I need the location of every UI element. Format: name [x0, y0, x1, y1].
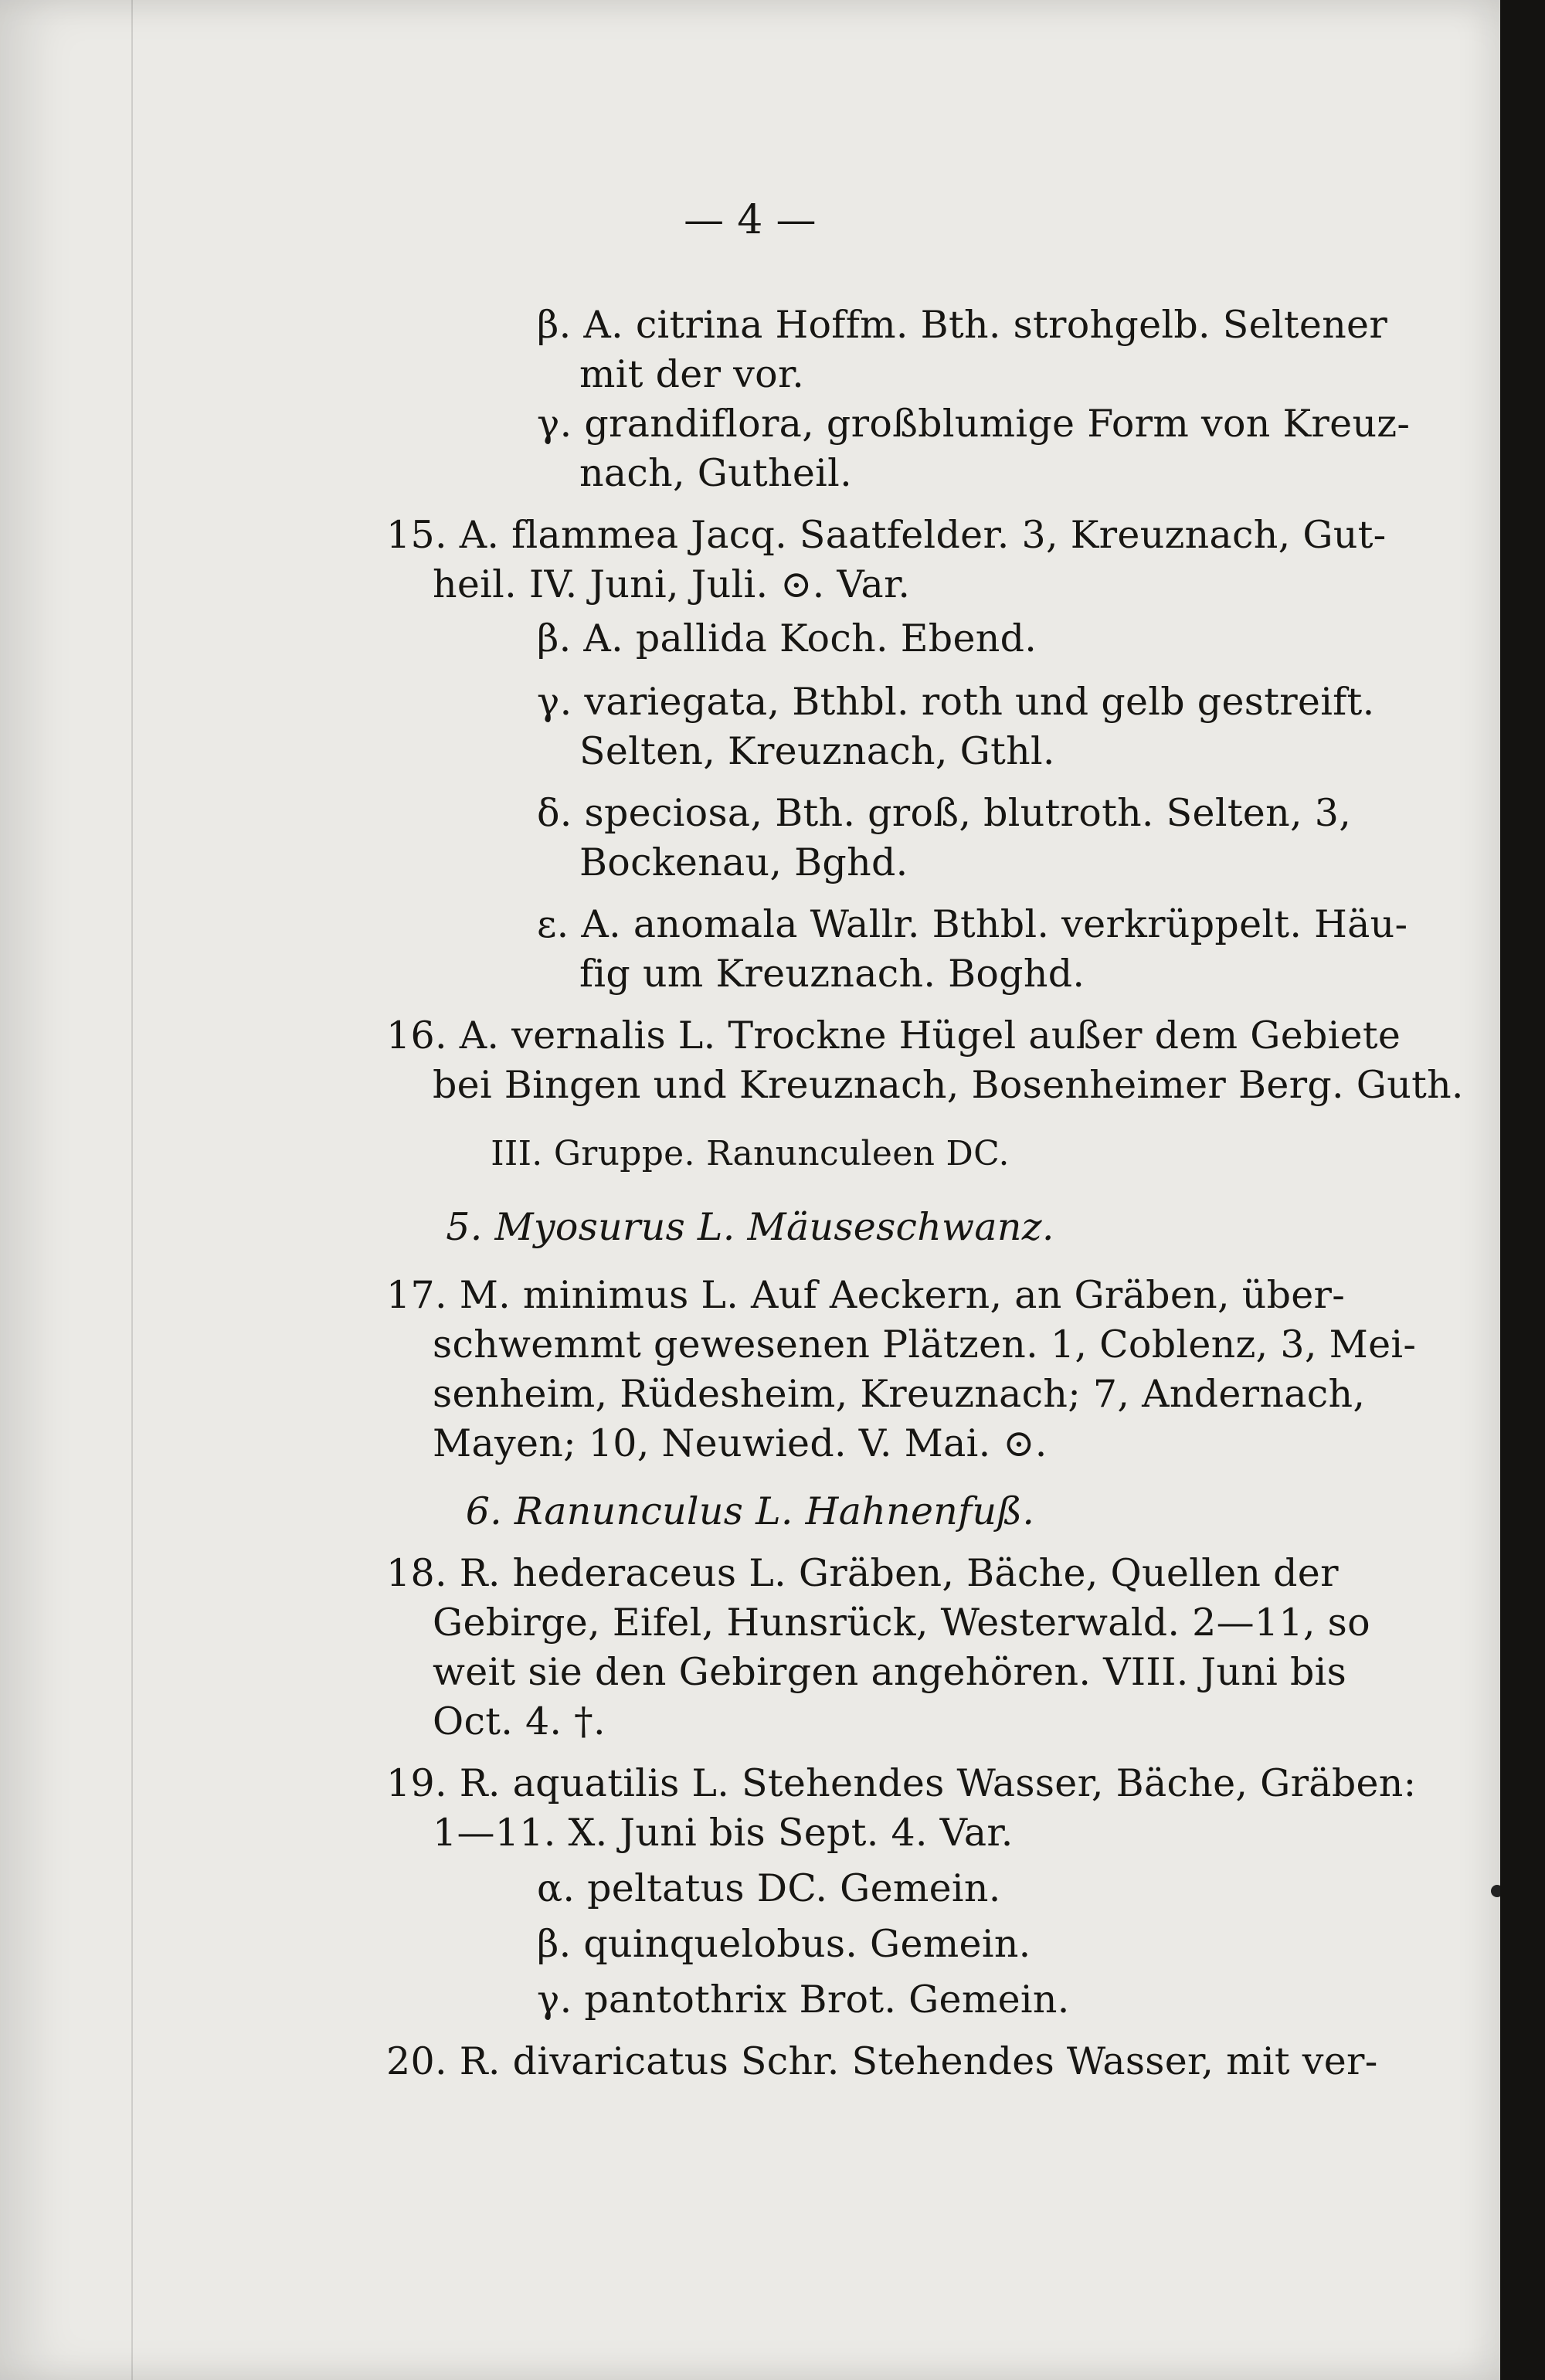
text-line-09: Selten, Kreuznach, Gthl.	[579, 729, 1055, 773]
text-line-25: weit sie den Gebirgen angehören. VIII. Juni bis	[433, 1650, 1347, 1694]
group-heading: III. Gruppe. Ranunculeen DC.	[491, 1134, 1010, 1173]
text-line-07: β. A. pallida Koch. Ebend.	[537, 616, 1037, 660]
text-line-18: 17. M. minimus L. Auf Aeckern, an Gräben, über-	[386, 1273, 1346, 1317]
text-line-02: mit der vor.	[579, 352, 805, 396]
text-line-29: α. peltatus DC. Gemein.	[537, 1866, 1001, 1910]
text-line-01: β. A. citrina Hoffm. Bth. strohgelb. Seltener	[537, 303, 1388, 347]
text-line-04: nach, Gutheil.	[579, 451, 852, 495]
text-line-14: 16. A. vernalis L. Trockne Hügel außer dem Gebiete	[386, 1013, 1401, 1058]
text-line-10: δ. speciosa, Bth. groß, blutroth. Selten, 3,	[537, 791, 1352, 835]
text-line-19: schwemmt gewesenen Plätzen. 1, Coblenz, 3, Mei-	[433, 1322, 1417, 1367]
text-line-20: senheim, Rüdesheim, Kreuznach; 7, Andernach,	[433, 1372, 1366, 1416]
text-line-13: fig um Kreuznach. Boghd.	[579, 952, 1085, 996]
scan-background-edge	[1500, 0, 1545, 2380]
text-line-05: 15. A. flammea Jacq. Saatfelder. 3, Kreuznach, Gut-	[386, 513, 1387, 557]
genus-heading-myosurus: 5. Myosurus L. Mäuseschwanz.	[446, 1205, 1054, 1249]
text-line-27: 19. R. aquatilis L. Stehendes Wasser, Bäche, Gräben:	[386, 1761, 1417, 1805]
page-number: — 4 —	[684, 197, 817, 243]
text-line-23: 18. R. hederaceus L. Gräben, Bäche, Quellen der	[386, 1551, 1339, 1595]
text-line-12: ε. A. anomala Wallr. Bthbl. verkrüppelt. Häu-	[537, 902, 1408, 946]
text-line-06: heil. IV. Juni, Juli. ⊙. Var.	[433, 562, 911, 606]
genus-heading-ranunculus: 6. Ranunculus L. Hahnenfuß.	[465, 1489, 1035, 1533]
text-line-21: Mayen; 10, Neuwied. V. Mai. ⊙.	[433, 1421, 1048, 1465]
text-line-31: γ. pantothrix Brot. Gemein.	[537, 1978, 1070, 2022]
text-line-30: β. quinquelobus. Gemein.	[537, 1922, 1031, 1966]
text-line-03: γ. grandiflora, großblumige Form von Kreuz-	[537, 402, 1411, 446]
text-line-15: bei Bingen und Kreuznach, Bosenheimer Berg. Guth.	[433, 1063, 1464, 1107]
text-line-11: Bockenau, Bghd.	[579, 840, 908, 884]
text-line-28: 1—11. X. Juni bis Sept. 4. Var.	[433, 1811, 1014, 1855]
text-line-24: Gebirge, Eifel, Hunsrück, Westerwald. 2—11, so	[433, 1601, 1370, 1645]
text-line-08: γ. variegata, Bthbl. roth und gelb gestreift.	[537, 680, 1375, 724]
text-line-32: 20. R. divaricatus Schr. Stehendes Wasser, mit ver-	[386, 2039, 1378, 2083]
page-gutter-shadow	[131, 0, 133, 2380]
text-line-26: Oct. 4. †.	[433, 1699, 606, 1743]
